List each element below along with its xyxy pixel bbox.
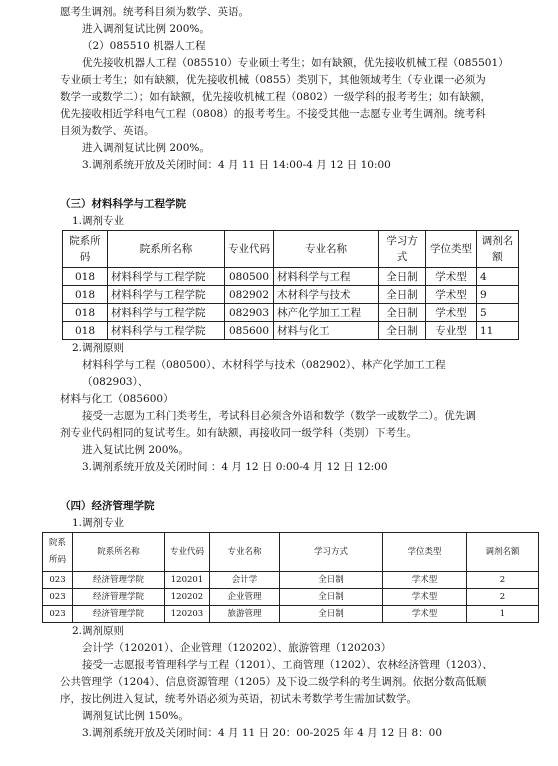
table-cell: 企业管理: [210, 589, 280, 606]
header-cell: 专业名称: [274, 231, 379, 268]
subsection-title: 2.调剂原则: [72, 625, 125, 637]
text-line: 公共管理学（1204）、信息资源管理（1205）及下设二级学科的考生调剂。依据分数高低顺: [60, 676, 487, 688]
table-cell: 学术型: [383, 572, 467, 589]
table-cell: 学术型: [383, 589, 467, 606]
table-cell: 082902: [225, 286, 274, 304]
text-line: 优先接收相近学科电气工程（0808）的报考考生。不接受其他一志愿专业考生调剂。统考科: [60, 108, 486, 120]
section-title: （四）经济管理学院: [60, 500, 155, 512]
text-line: 进入调剂复试比例 200%。: [82, 142, 210, 154]
adjustment-table-economics: [42, 532, 539, 623]
table-cell: 全日制: [379, 268, 426, 286]
header-cell: 学位类型: [383, 533, 467, 572]
text-line: 数学一或数学二）；如有缺额，优先接收机械工程（0802）一级学科的报考考生；如有缺额，: [60, 91, 491, 103]
table-cell: 材料与化工: [274, 322, 379, 340]
table-cell: 023: [43, 606, 73, 623]
text-line: 3.调剂系统开放及关闭时间：4 月 11 日 14:00-4 月 12 日 10:00: [82, 159, 391, 171]
table-cell: 4: [477, 268, 519, 286]
table-cell: 学术型: [426, 304, 477, 322]
table-cell: 120203: [165, 606, 210, 623]
table-cell: 经济管理学院: [73, 589, 165, 606]
header-cell: 学习方式: [379, 231, 426, 268]
text-line: 材料与化工（085600）: [60, 393, 174, 405]
text-line: （2）085510 机器人工程: [82, 40, 206, 52]
text-line: 愿考生调剂。统考科目须为数学、英语。: [60, 6, 249, 18]
table-cell: 080500: [225, 268, 274, 286]
text-line: 3.调剂系统开放及关闭时间：4 月 11 日 20：00-2025 年 4 月 12 日 8：00: [82, 727, 443, 739]
table-cell: 5: [477, 304, 519, 322]
table-row: [63, 268, 519, 286]
text-line: 材料科学与工程（080500）、木材科学与技术（082902）、林产化学加工工程（082903）、: [82, 359, 446, 388]
subsection-title: 1.调剂专业: [72, 215, 125, 227]
table-cell: 材料科学与工程: [274, 268, 379, 286]
text-line: 序，按比例进入复试，统考外语必须为英语，初试未考数学考生需加试数学。: [60, 693, 417, 705]
text-line: 目须为数学、英语。: [60, 125, 155, 137]
table-cell: 会计学: [210, 572, 280, 589]
table-row: [63, 286, 519, 304]
table-cell: 全日制: [379, 304, 426, 322]
table-cell: 学术型: [426, 268, 477, 286]
text-line: 专业硕士考生；如有缺额，优先接收机械（0855）类别下，其他领域考生（专业课一必须为: [60, 74, 486, 86]
text-line: 接受一志愿为工科门类考生，考试科目必须含外语和数学（数学一或数学二）。优先调: [82, 410, 476, 422]
table-cell: 学术型: [426, 286, 477, 304]
table-row: [43, 589, 539, 606]
table-cell: 120202: [165, 589, 210, 606]
table-cell: 学术型: [383, 606, 467, 623]
table-row: [43, 572, 539, 589]
table-cell: 经济管理学院: [73, 606, 165, 623]
header-cell: 学位类型: [426, 231, 477, 268]
table-header-row: [63, 231, 519, 268]
table-cell: 018: [63, 304, 108, 322]
section-title: （三）材料科学与工程学院: [60, 198, 186, 210]
table-row: [43, 606, 539, 623]
header-cell: 调剂名额: [467, 533, 539, 572]
text-line: 进入复试比例 200%。: [82, 444, 189, 456]
header-cell: 调剂名额: [477, 231, 519, 268]
subsection-title: 1.调剂专业: [72, 517, 125, 529]
table-cell: 旅游管理: [210, 606, 280, 623]
table-cell: 018: [63, 268, 108, 286]
text-line: 接受一志愿报考管理科学与工程（1201）、工商管理（1202）、农林经济管理（1203）、: [82, 659, 493, 671]
table-cell: 全日制: [379, 322, 426, 340]
table-cell: 专业型: [426, 322, 477, 340]
text-line: 3.调剂系统开放及关闭时间 ：4 月 12 日 0:00-4 月 12 日 12:00: [82, 461, 388, 473]
table-row: [63, 322, 519, 340]
table-cell: 2: [467, 572, 539, 589]
table-cell: 023: [43, 589, 73, 606]
adjustment-table-materials: [62, 230, 519, 340]
table-cell: 018: [63, 322, 108, 340]
table-cell: 全日制: [379, 286, 426, 304]
table-cell: 018: [63, 286, 108, 304]
text-line: 进入调剂复试比例 200%。: [82, 23, 210, 35]
table-row: [63, 304, 519, 322]
table-cell: 120201: [165, 572, 210, 589]
table-header-row: [43, 533, 539, 572]
header-cell: 专业名称: [210, 533, 280, 572]
text-line: 优先接收机器人工程（085510）专业硕士考生；如有缺额，优先接收机械工程（085501）: [82, 57, 509, 69]
table-cell: 林产化学加工工程: [274, 304, 379, 322]
table-cell: 经济管理学院: [73, 572, 165, 589]
text-line: 调剂复试比例 150%。: [82, 710, 189, 722]
header-cell: 院系所名称: [108, 231, 225, 268]
header-cell: 院系所码: [43, 533, 73, 572]
table-cell: 材料科学与工程学院: [108, 304, 225, 322]
header-cell: 专业代码: [165, 533, 210, 572]
table-cell: 11: [477, 322, 519, 340]
table-cell: 9: [477, 286, 519, 304]
table-cell: 023: [43, 572, 73, 589]
table-cell: 材料科学与工程学院: [108, 322, 225, 340]
table-cell: 全日制: [280, 572, 383, 589]
text-line: 剂专业代码相同的复试考生。如有缺额，再接收同一级学科（类别）下考生。: [60, 427, 417, 439]
text-line: 会计学（120201）、企业管理（120202）、旅游管理（120203）: [82, 642, 392, 654]
table-cell: 082903: [225, 304, 274, 322]
table-cell: 全日制: [280, 589, 383, 606]
header-cell: 学习方式: [280, 533, 383, 572]
table-cell: 085600: [225, 322, 274, 340]
table-cell: 材料科学与工程学院: [108, 286, 225, 304]
table-cell: 木材科学与技术: [274, 286, 379, 304]
header-cell: 院系所名称: [73, 533, 165, 572]
header-cell: 专业代码: [225, 231, 274, 268]
subsection-title: 2.调剂原则: [72, 342, 125, 354]
table-cell: 2: [467, 589, 539, 606]
table-cell: 材料科学与工程学院: [108, 268, 225, 286]
table-cell: 1: [467, 606, 539, 623]
header-cell: 院系所码: [63, 231, 108, 268]
table-cell: 全日制: [280, 606, 383, 623]
